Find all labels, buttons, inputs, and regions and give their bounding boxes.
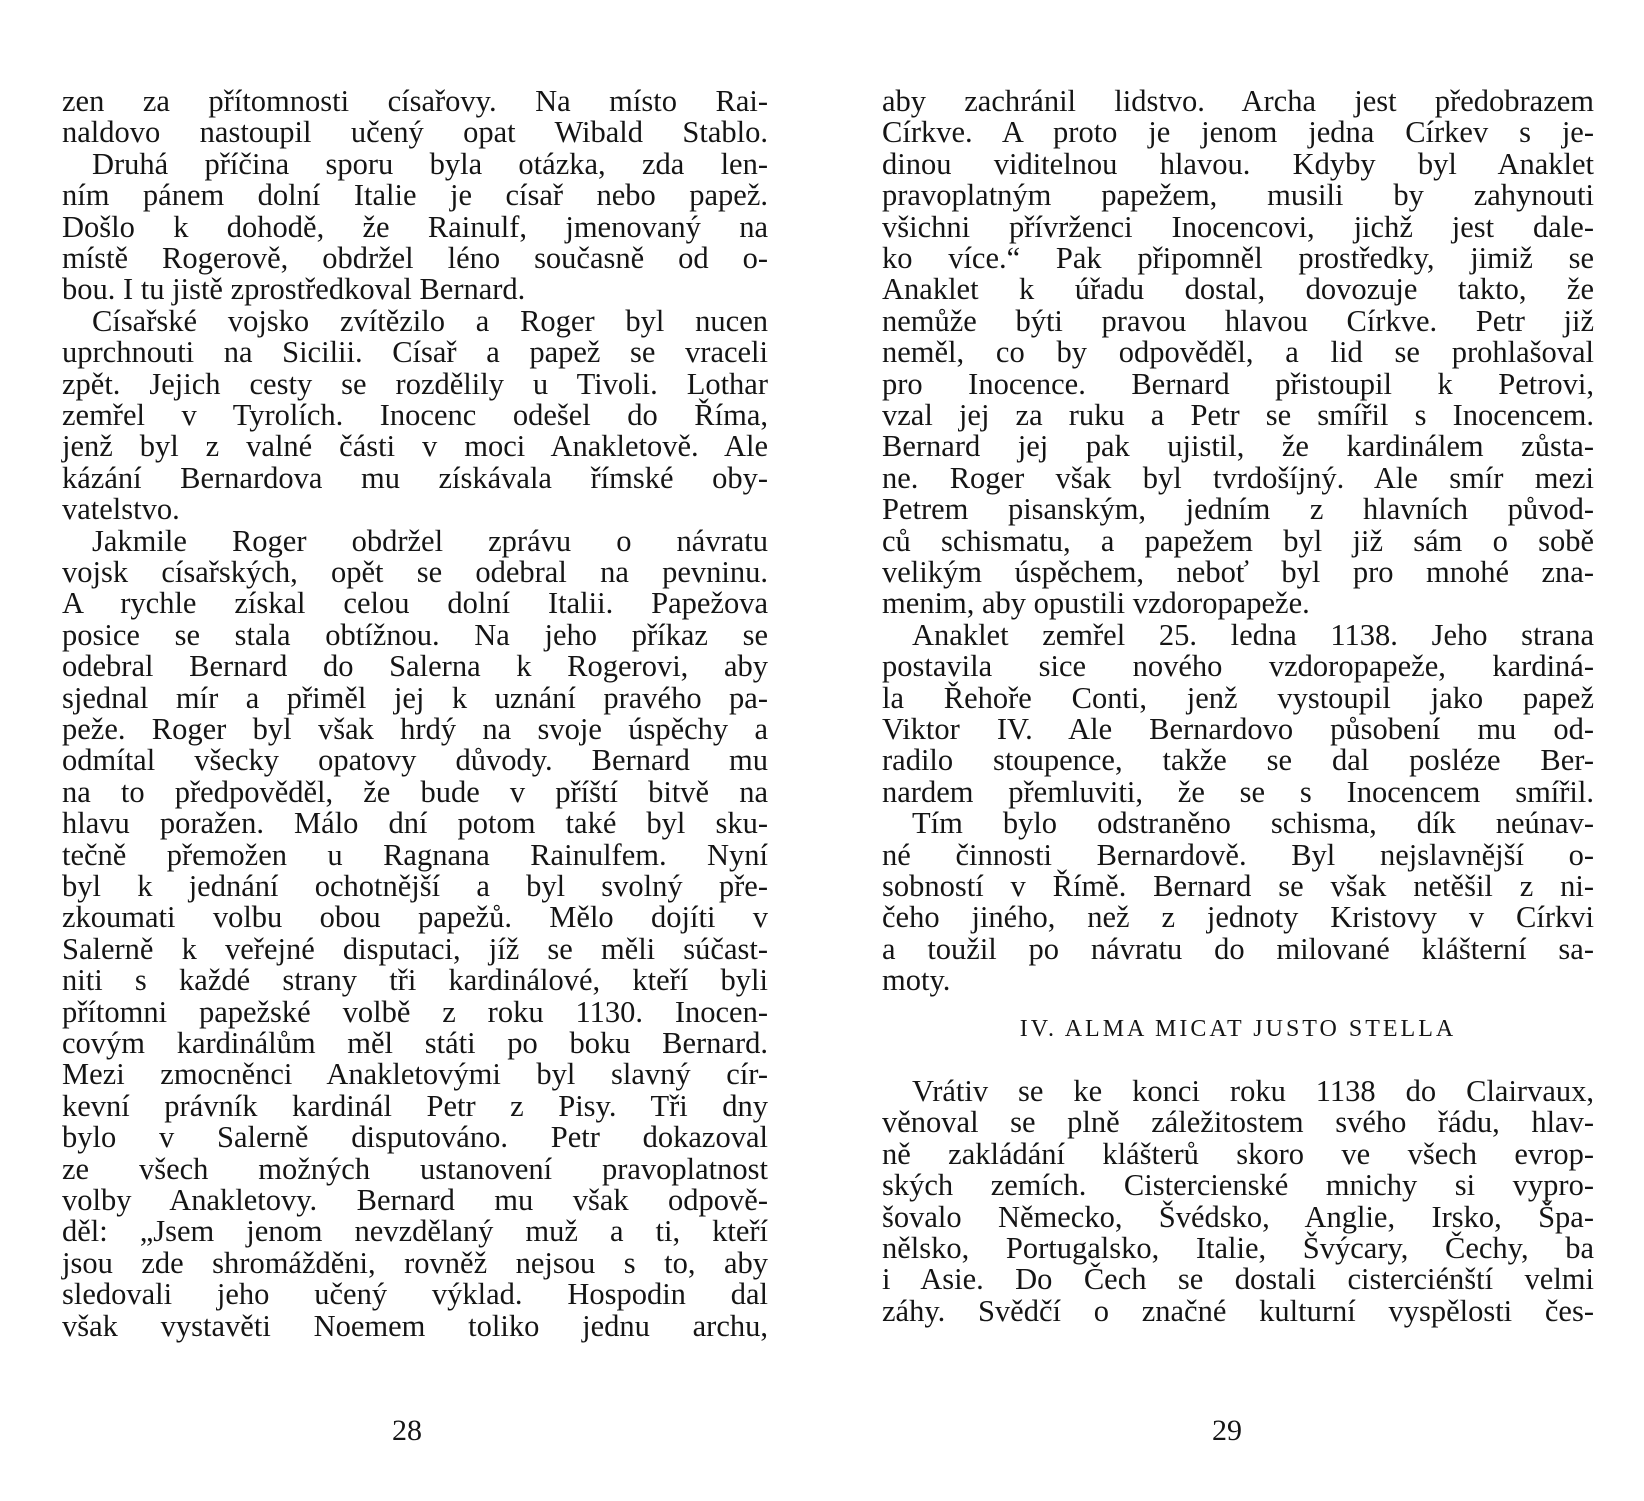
text-line: bou. I tu jistě zprostředkoval Bernard.: [62, 272, 526, 307]
text-line: vojsk císařských, opět se odebral na pevninu.: [62, 555, 768, 589]
text-line: la Řehoře Conti, jenž vystoupil jako papež: [882, 680, 1594, 715]
text-line: ně zakládání klášterů skoro ve všech evrop-: [882, 1136, 1594, 1171]
text-line: Jakmile Roger obdržel zprávu o návratu: [92, 523, 768, 558]
text-line: Vrátiv se ke konci roku 1138 do Clairvaux,: [912, 1074, 1594, 1108]
text-line: Salerně k veřejné disputaci, jíž se měli súčast-: [62, 931, 768, 966]
text-line: Tím bylo odstraněno schisma, dík neúnav-: [912, 806, 1594, 841]
text-line: uprchnouti na Sicilii. Císař a papež se vraceli: [62, 335, 768, 370]
text-line: a toužil po návratu do milované klášterní sa-: [882, 931, 1594, 966]
text-line: niti s každé strany tři kardinálové, kteří byli: [62, 963, 768, 998]
text-line: zen za přítomnosti císařovy. Na místo Rai-: [62, 84, 768, 118]
text-line: ze všech možných ustanovení pravoplatnost: [62, 1151, 768, 1186]
text-line: zpět. Jejich cesty se rozdělily u Tivoli. Lothar: [62, 366, 768, 401]
text-line: sjednal mír a přiměl jej k uznání pravého pa-: [62, 680, 768, 715]
left-page: [62, 0, 768, 1501]
text-line: hlavu poražen. Málo dní potom také byl sku-: [62, 806, 768, 841]
text-line: Anaklet zemřel 25. ledna 1138. Jeho strana: [912, 617, 1594, 652]
text-line: Petrem pisanským, jedním z hlavních původ-: [882, 492, 1594, 527]
text-line: bylo v Salerně disputováno. Petr dokazoval: [62, 1120, 768, 1155]
text-line: Bernard jej pak ujistil, že kardinálem zůsta-: [882, 429, 1594, 464]
page-number-left: 28: [392, 1414, 422, 1447]
text-line: děl: „Jsem jenom nevzdělaný muž a ti, kteří: [62, 1214, 768, 1249]
text-line: sledovali jeho učený výklad. Hospodin dal: [62, 1277, 768, 1312]
text-line: byl k jednání ochotnější a byl svolný pře-: [62, 869, 768, 903]
text-line: na to předpověděl, že bude v příští bitvě na: [62, 774, 768, 809]
text-line: peže. Roger byl však hrdý na svoje úspěchy a: [62, 712, 768, 746]
text-line: odmítal všecky opatovy důvody. Bernard mu: [62, 743, 768, 778]
text-line: pravoplatným papežem, musili by zahynouti: [882, 178, 1594, 213]
text-line: sobností v Římě. Bernard se však netěšil z ni-: [882, 869, 1594, 903]
text-line: aby zachránil lidstvo. Archa jest předobrazem: [882, 84, 1594, 118]
text-line: menim, aby opustili vzdoropapeže.: [882, 586, 1310, 621]
text-line: tečně přemožen u Ragnana Rainulfem. Nyní: [62, 837, 768, 872]
text-line: ne. Roger však byl tvrdošíjný. Ale smír mezi: [882, 460, 1594, 495]
page-number-right: 29: [1212, 1414, 1242, 1447]
text-line: Došlo k dohodě, že Rainulf, jmenovaný na: [62, 209, 768, 244]
text-line: ských zemích. Cistercienské mnichy si vypro-: [882, 1168, 1594, 1203]
text-line: nardem přemluviti, že se s Inocencem smířil.: [882, 774, 1594, 809]
text-line: dinou viditelnou hlavou. Kdyby byl Anaklet: [882, 146, 1594, 181]
text-line: postavila sice nového vzdoropapeže, kardiná-: [882, 649, 1594, 684]
text-line: záhy. Svědčí o značné kulturní vyspělosti čes-: [882, 1293, 1594, 1328]
text-line: všichni přívrženci Inocencovi, jichž jest dale-: [882, 209, 1594, 244]
text-line: Anaklet k úřadu dostal, dovozuje takto, že: [882, 272, 1594, 307]
text-line: covým kardinálům měl státi po boku Bernard.: [62, 1026, 768, 1060]
text-line: odebral Bernard do Salerna k Rogerovi, aby: [62, 649, 768, 684]
text-line: vatelstvo.: [62, 492, 180, 527]
text-line: ců schismatu, a papežem byl již sám o sobě: [882, 523, 1594, 558]
text-line: kevní právník kardinál Petr z Pisy. Tři dny: [62, 1088, 768, 1123]
text-line: jsou zde shromážděni, rovněž nejsou s to, aby: [62, 1245, 768, 1280]
text-line: nemůže býti pravou hlavou Církve. Petr již: [882, 303, 1594, 338]
text-line: šovalo Německo, Švédsko, Anglie, Irsko, Špa-: [882, 1199, 1594, 1234]
text-line: věnoval se plně záležitostem svého řádu, hlav-: [882, 1105, 1594, 1140]
text-line: vzal jej za ruku a Petr se smířil s Inocencem.: [882, 398, 1594, 432]
text-line: přítomni papežské volbě z roku 1130. Inocen-: [62, 994, 768, 1029]
text-line: ním pánem dolní Italie je císař nebo papež.: [62, 178, 768, 213]
text-line: moty.: [882, 963, 951, 998]
text-line: jenž byl z valné části v moci Anakletově. Ale: [62, 429, 768, 464]
text-line: radilo stoupence, takže se dal posléze Ber-: [882, 743, 1594, 778]
text-line: však vystavěti Noemem toliko jednu archu,: [62, 1308, 768, 1343]
text-line: posice se stala obtížnou. Na jeho příkaz se: [62, 617, 768, 652]
text-line: místě Rogerově, obdržel léno současně od o-: [62, 241, 768, 275]
text-line: Viktor IV. Ale Bernardovo působení mu od-: [882, 712, 1594, 746]
text-line: čeho jiného, než z jednoty Kristovy v Církvi: [882, 900, 1594, 935]
text-line: kázání Bernardova mu získávala římské oby-: [62, 460, 768, 495]
text-line: neměl, co by odpověděl, a lid se prohlašoval: [882, 335, 1594, 370]
text-line: né činnosti Bernardově. Byl nejslavnější o-: [882, 837, 1594, 872]
text-line: zkoumati volbu obou papežů. Mělo dojíti v: [62, 900, 768, 935]
text-line: Druhá příčina sporu byla otázka, zda len-: [92, 146, 768, 181]
text-line: naldovo nastoupil učený opat Wibald Stablo.: [62, 115, 768, 150]
text-line: ko více.“ Pak připomněl prostředky, jimiž se: [882, 241, 1594, 275]
text-line: Mezi zmocněnci Anakletovými byl slavný cír-: [62, 1057, 768, 1092]
text-line: velikým úspěchem, neboť byl pro mnohé zna-: [882, 555, 1594, 589]
text-line: A rychle získal celou dolní Italii. Papežova: [62, 586, 768, 621]
text-line: pro Inocence. Bernard přistoupil k Petrovi,: [882, 366, 1594, 401]
text-line: nělsko, Portugalsko, Italie, Švýcary, Čechy, ba: [882, 1231, 1594, 1265]
text-line: zemřel v Tyrolích. Inocenc odešel do Říma,: [62, 398, 768, 432]
chapter-heading: IV. ALMA MICAT JUSTO STELLA: [1019, 1016, 1457, 1042]
text-line: Církve. A proto je jenom jedna Církev s je-: [882, 115, 1594, 150]
text-line: i Asie. Do Čech se dostali cisterciénští velmi: [882, 1262, 1594, 1297]
text-line: Císařské vojsko zvítězilo a Roger byl nucen: [92, 303, 768, 338]
right-page: [882, 0, 1594, 1501]
text-line: volby Anakletovy. Bernard mu však odpově-: [62, 1183, 768, 1217]
